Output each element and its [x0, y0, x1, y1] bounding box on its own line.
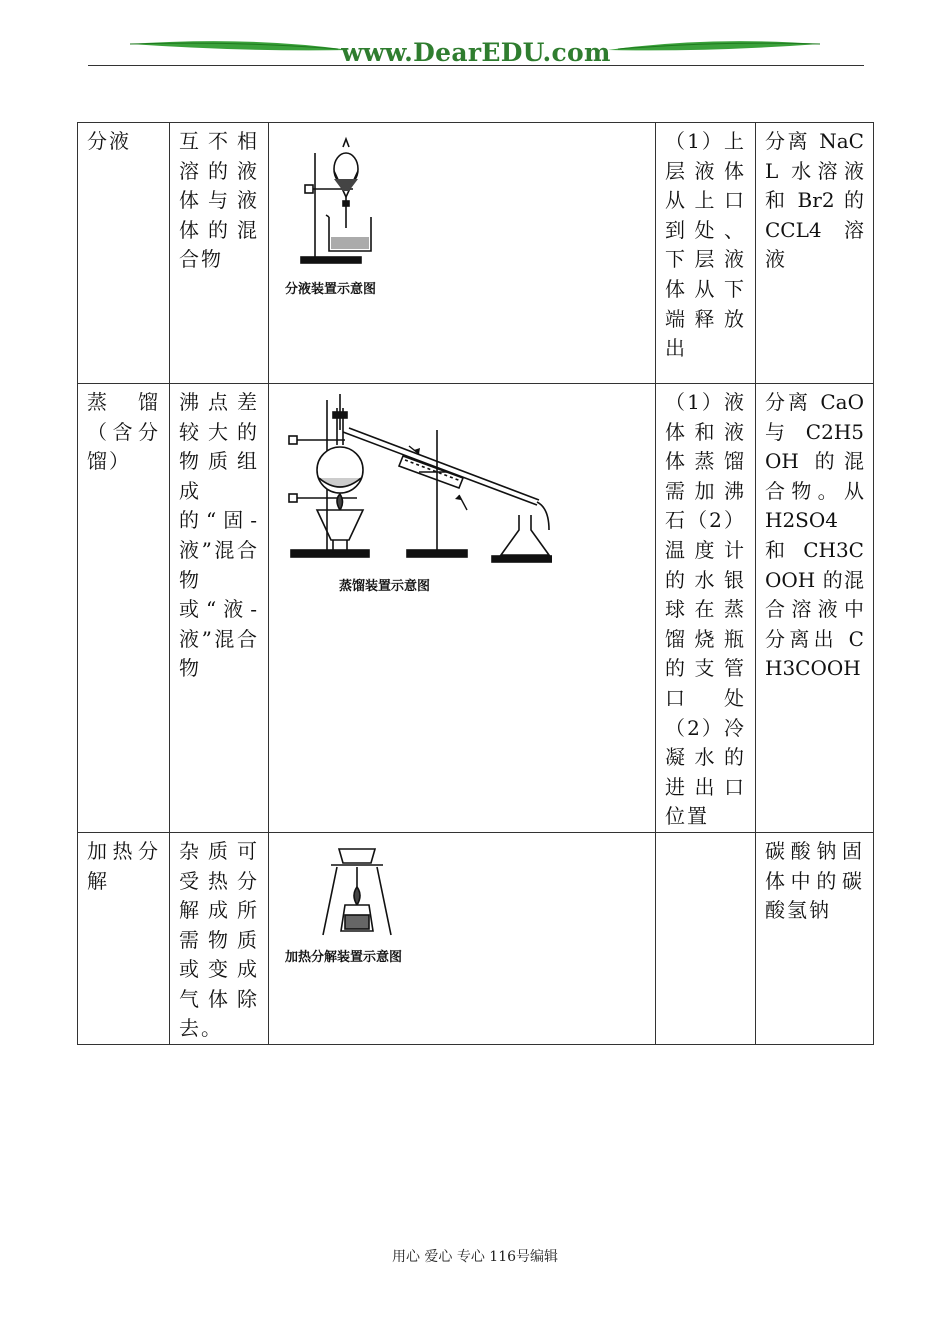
scope-cell: 沸点差较大的物质组成的“固-液”混合物或“液-液”混合物: [170, 384, 269, 833]
header-rule: [88, 65, 864, 66]
notes-cell: （1）上层液体从上口到处、下层液体从下端释放出: [656, 123, 756, 384]
figure-caption: 加热分解装置示意图: [285, 949, 403, 965]
method-cell: 加热分解: [78, 832, 170, 1044]
example-cell: 碳酸钠固体中的碳酸氢钠: [756, 832, 874, 1044]
site-logo-text: www.DearEDU.com: [341, 38, 611, 67]
scope-cell: 杂质可受热分解成所需物质或变成气体除去。: [170, 832, 269, 1044]
figure-cell: [269, 384, 656, 833]
example-cell: 分离 NaCL 水溶液和 Br2 的 CCL4 溶液: [756, 123, 874, 384]
method-cell: 分液: [78, 123, 170, 384]
method-cell: 蒸馏（含分馏）: [78, 384, 170, 833]
figure-cell: [269, 832, 656, 1044]
table-row: [78, 123, 874, 384]
distillation-apparatus-figure: [287, 390, 552, 565]
notes-cell: （1）液体和液体蒸馏需加沸石（2）温度计的水银球在蒸馏烧瓶的支管口处（2）冷凝水的进出口位置: [656, 384, 756, 833]
scope-cell: 互不相溶的液体与液体的混合物: [170, 123, 269, 384]
separation-methods-table: [77, 122, 874, 1045]
table-row: [78, 832, 874, 1044]
figure-caption: 分液装置示意图: [285, 282, 377, 297]
page-header: [88, 30, 864, 72]
page-footer: 用心 爱心 专心 116号编辑: [391, 1249, 559, 1265]
separatory-funnel-figure: [293, 133, 423, 273]
figure-cell: [269, 123, 656, 384]
notes-cell: [656, 832, 756, 1044]
example-cell: 分离 CaO 与 C2H5OH 的混合物。从 H2SO4 和 CH3COOH 的混合溶液中分离出 CH3COOH: [756, 384, 874, 833]
figure-caption: 蒸馏装置示意图: [339, 579, 431, 594]
table-row: [78, 384, 874, 833]
heating-decomposition-figure: [315, 843, 405, 943]
